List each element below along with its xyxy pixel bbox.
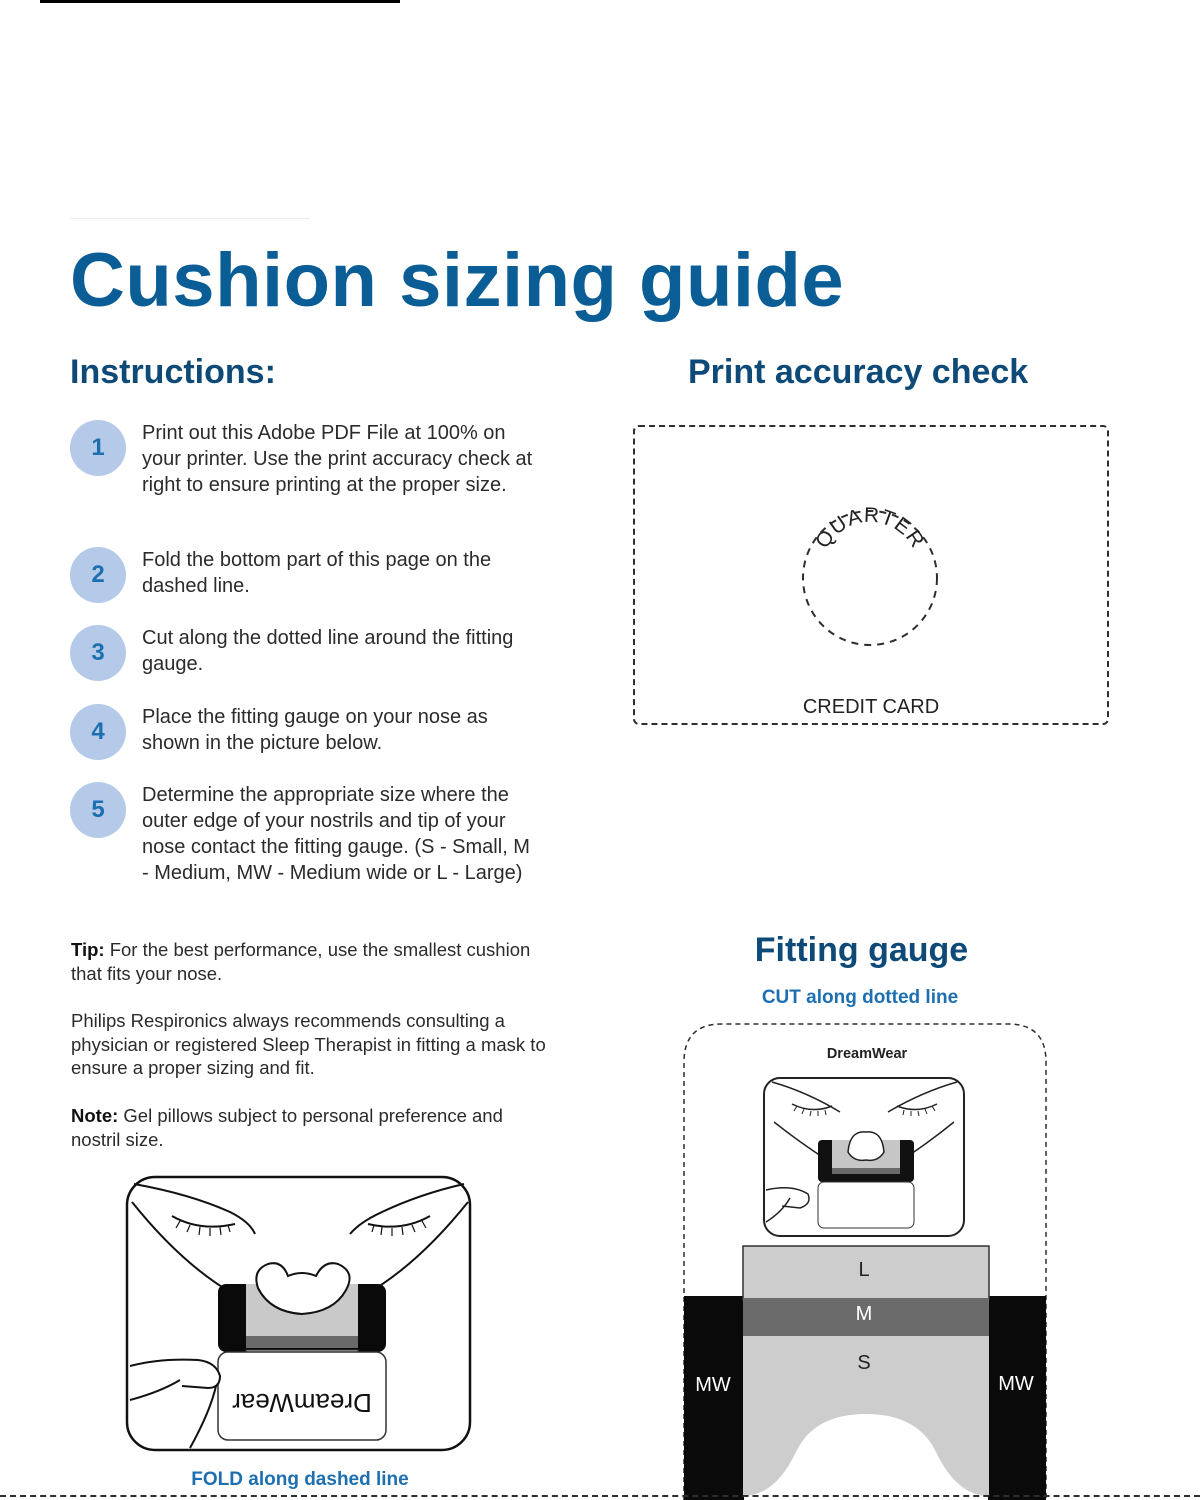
step-text: Determine the appropriate size where the outer edge of your nostrils and tip of your nose contact the fitting gauge. (S - Small, M - Medium, MW - Medium wide or L - Large) bbox=[142, 784, 530, 884]
recommendation-paragraph: Philips Respironics always recommends consulting a physician or registered Sleep Therapist in fitting a mask to ensure a proper sizing and fit. bbox=[71, 1010, 546, 1078]
print-accuracy-heading: Print accuracy check bbox=[688, 353, 1029, 391]
size-small-label: S bbox=[857, 1352, 871, 1374]
size-medium-wide-right-label: MW bbox=[998, 1373, 1034, 1395]
cut-instruction-label: CUT along dotted line bbox=[761, 987, 959, 1008]
tip-paragraph bbox=[71, 938, 551, 985]
size-medium-wide-left-label: MW bbox=[695, 1374, 731, 1396]
tip-label: Tip: bbox=[71, 939, 105, 960]
step-number-badge: 1 bbox=[70, 420, 126, 476]
fold-dashed-line bbox=[0, 1495, 1200, 1497]
top-rule bbox=[40, 0, 400, 3]
step-number-badge: 2 bbox=[70, 547, 126, 603]
tip-text: For the best performance, use the smallest cushion that fits your nose. bbox=[71, 939, 531, 984]
fitting-gauge-heading: Fitting gauge bbox=[754, 931, 969, 969]
step-text: Print out this Adobe PDF File at 100% on your printer. Use the print accuracy check at right to ensure printing at the proper size. bbox=[142, 422, 533, 496]
mini-face-illustration bbox=[764, 1078, 964, 1236]
quarter-label: QUARTER bbox=[810, 506, 930, 553]
illustration-brand-text: DreamWear bbox=[232, 1388, 372, 1418]
step-number-badge: 5 bbox=[70, 782, 126, 838]
gauge-brand-label: DreamWear bbox=[826, 1046, 908, 1062]
step-text: Place the fitting gauge on your nose as shown in the picture below. bbox=[142, 706, 488, 754]
note-paragraph bbox=[71, 1104, 551, 1151]
size-medium-label: M bbox=[855, 1303, 873, 1325]
quarter-outline bbox=[798, 506, 942, 650]
step-text: Cut along the dotted line around the fitting gauge. bbox=[142, 627, 514, 675]
step-number-badge: 3 bbox=[70, 625, 126, 681]
svg-text:QUARTER bbox=[811, 506, 929, 552]
note-text: Gel pillows subject to personal preference and nostril size. bbox=[71, 1105, 503, 1150]
size-large-label: L bbox=[858, 1259, 870, 1281]
note-label: Note: bbox=[71, 1105, 119, 1126]
page-title: Cushion sizing guide bbox=[70, 238, 845, 323]
instructions-heading: Instructions: bbox=[70, 353, 276, 391]
fold-instruction-label: FOLD along dashed line bbox=[191, 1469, 409, 1490]
gauge-on-nose-illustration bbox=[120, 1172, 480, 1460]
faint-rule bbox=[70, 218, 310, 219]
step-text: Fold the bottom part of this page on the dashed line. bbox=[142, 549, 492, 597]
step-number-badge: 4 bbox=[70, 704, 126, 760]
credit-card-label: CREDIT CARD bbox=[802, 696, 940, 718]
